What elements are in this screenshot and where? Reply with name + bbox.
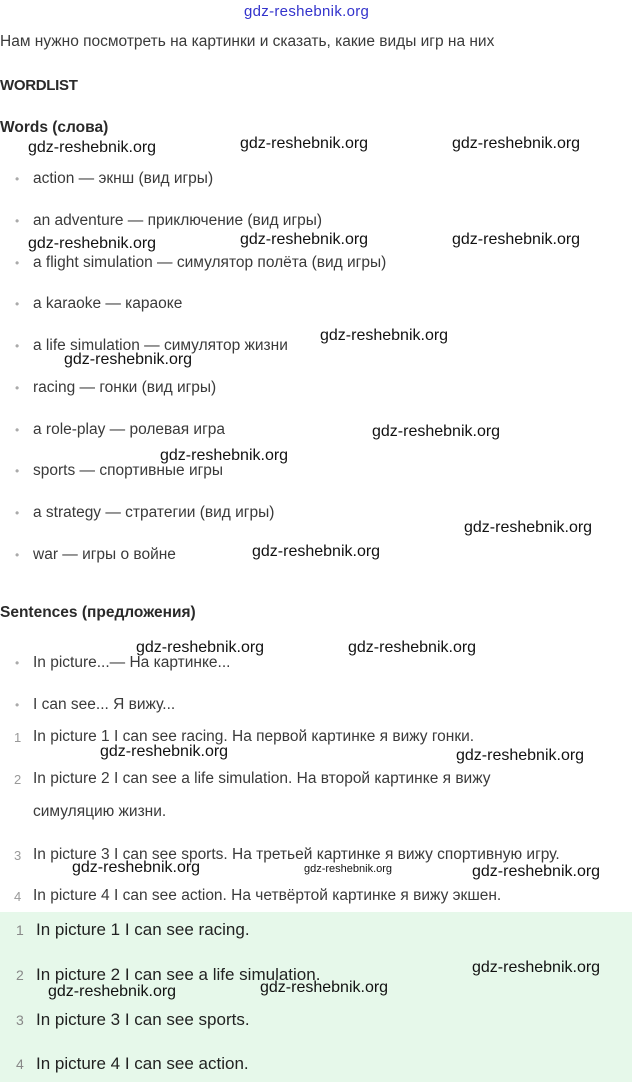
list-item (15, 546, 176, 564)
words-heading: Words (слова) (0, 119, 109, 136)
sentence: In picture 3 I can see sports. На третьей картинке я вижу спортивную игру. (33, 846, 560, 863)
bullet-icon: • (15, 172, 20, 186)
bullet-icon: • (15, 339, 20, 353)
item-number: 4 (14, 889, 22, 904)
word: a life simulation — симулятор жизни (33, 337, 288, 354)
word: a flight simulation — симулятор полёта (вид игры) (33, 254, 387, 271)
bullet-icon: • (15, 698, 20, 712)
item-number: 1 (14, 730, 22, 745)
word: a karaoke — караоке (33, 295, 183, 312)
list-item (15, 696, 176, 714)
answer-sentence: In picture 2 I can see a life simulation. (36, 965, 321, 984)
word: racing — гонки (вид игры) (33, 379, 217, 396)
sentence: In picture 1 I can see racing. На первой картинке я вижу гонки. (33, 728, 475, 745)
watermark: gdz-reshebnik.org (372, 423, 501, 440)
sentence: In picture 4 I can see action. На четвёртой картинке я вижу экшен. (33, 887, 502, 904)
word: a role-play — ролевая игра (33, 421, 225, 438)
watermark: gdz-reshebnik.org (28, 139, 157, 156)
watermark: gdz-reshebnik.org (348, 639, 477, 656)
list-item (15, 379, 217, 397)
list-item (15, 504, 275, 522)
watermark: gdz-reshebnik.org (252, 543, 381, 560)
watermark: gdz-reshebnik.org (240, 231, 369, 248)
watermark: gdz-reshebnik.org (260, 979, 389, 996)
bullet-icon: • (15, 548, 20, 562)
bullet-icon: • (15, 256, 20, 270)
sentences-heading: Sentences (предложения) (0, 604, 196, 621)
watermark: gdz-reshebnik.org (472, 863, 601, 880)
intro-text: Нам нужно посмотреть на картинки и сказать, какие виды игр на них (0, 33, 495, 50)
watermark: gdz-reshebnik.org (28, 235, 157, 252)
watermark: gdz-reshebnik.org (452, 135, 581, 152)
watermark: gdz-reshebnik.org (472, 959, 601, 976)
bullet-icon: • (15, 464, 20, 478)
bullet-icon: • (15, 214, 20, 228)
list-item (15, 421, 225, 439)
word: war — игры о войне (33, 546, 176, 563)
phrase: In picture...— На картинке... (33, 654, 231, 671)
word: a strategy — стратегии (вид игры) (33, 504, 275, 521)
item-number: 3 (16, 1012, 24, 1028)
watermark: gdz-reshebnik.org (160, 447, 289, 464)
wordlist-title: WORDLIST (0, 77, 78, 94)
watermark: gdz-reshebnik.org (240, 135, 369, 152)
item-number: 2 (16, 967, 24, 983)
item-number: 3 (14, 848, 22, 863)
list-item (15, 295, 183, 313)
word: an adventure — приключение (вид игры) (33, 212, 323, 229)
bullet-icon: • (15, 506, 20, 520)
watermark: gdz-reshebnik.org (48, 983, 177, 1000)
answer-sentence: In picture 3 I can see sports. (36, 1010, 250, 1029)
list-item (15, 254, 387, 272)
bullet-icon: • (15, 381, 20, 395)
answer-sentence: In picture 4 I can see action. (36, 1054, 249, 1073)
phrase: I can see... Я вижу... (33, 696, 176, 713)
word: action — экнш (вид игры) (33, 170, 214, 187)
watermark: gdz-reshebnik.org (304, 863, 393, 875)
list-item (15, 212, 323, 230)
word: sports — спортивные игры (33, 462, 224, 479)
item-number: 4 (16, 1056, 24, 1072)
sentence-continuation: симуляцию жизни. (33, 803, 167, 820)
sentence: In picture 2 I can see a life simulation. На второй картинке я вижу (33, 770, 491, 787)
watermark: gdz-reshebnik.org (464, 519, 593, 536)
bullet-icon: • (15, 656, 20, 670)
watermark: gdz-reshebnik.org (72, 859, 201, 876)
watermark: gdz-reshebnik.org (452, 231, 581, 248)
item-number: 1 (16, 922, 24, 938)
watermark: gdz-reshebnik.org (100, 743, 229, 760)
answer-sentence: In picture 1 I can see racing. (36, 920, 250, 939)
bullet-icon: • (15, 423, 20, 437)
watermark: gdz-reshebnik.org (244, 3, 370, 20)
bullet-icon: • (15, 297, 20, 311)
item-number: 2 (14, 772, 22, 787)
list-item (15, 170, 214, 188)
watermark: gdz-reshebnik.org (136, 639, 265, 656)
watermark: gdz-reshebnik.org (320, 327, 449, 344)
watermark: gdz-reshebnik.org (456, 747, 585, 764)
watermark: gdz-reshebnik.org (64, 351, 193, 368)
